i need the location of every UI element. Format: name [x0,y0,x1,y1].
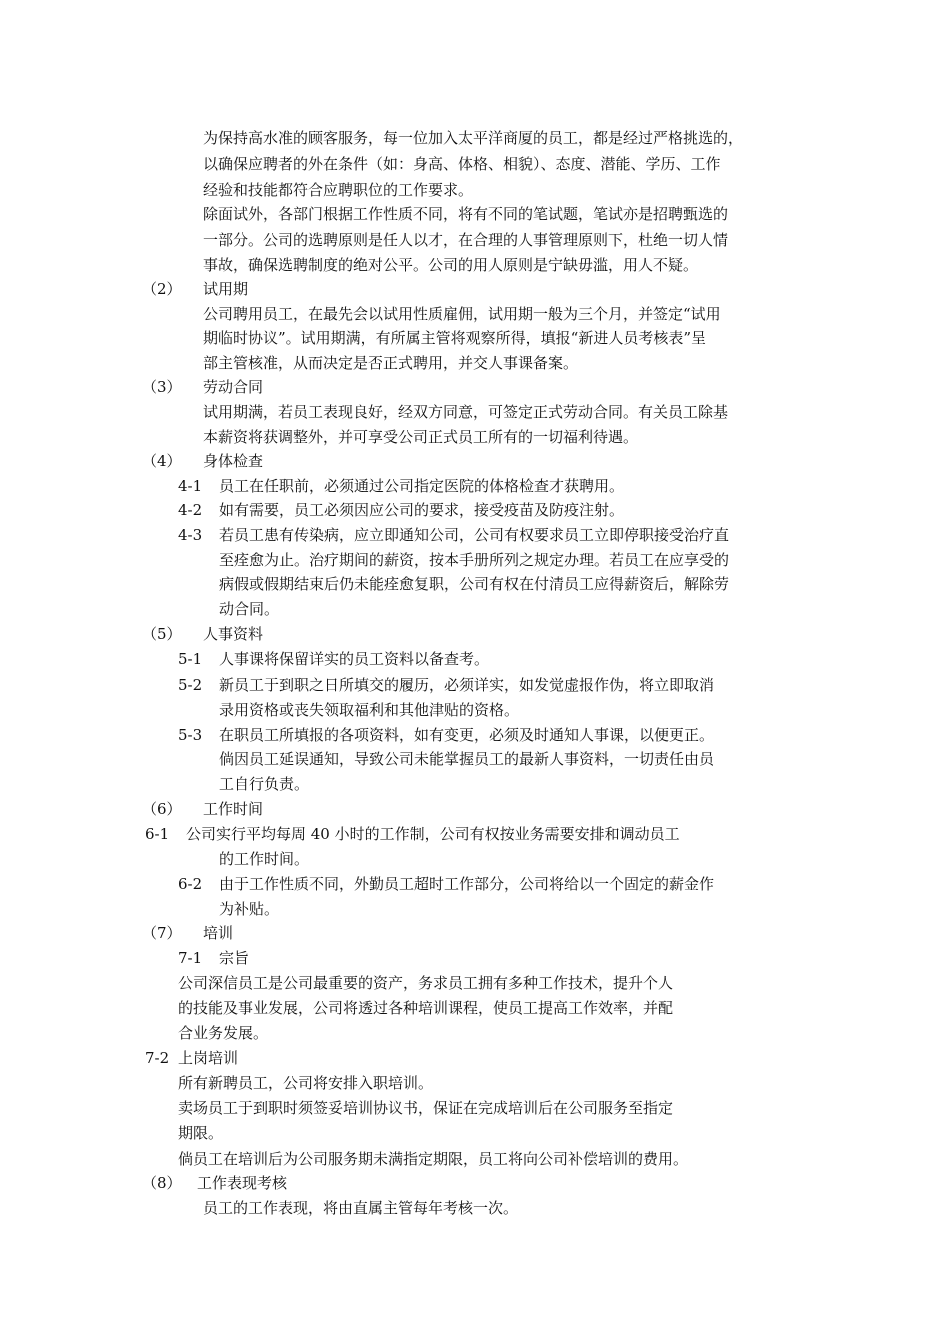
intro-line-2: 以确保应聘者的外在条件（如：身高、体格、相貌）、态度、潜能、学历、工作 [203,155,721,173]
item-6-2-number: 6-2 [178,875,203,893]
item-6-2-line-1: 由于工作性质不同，外勤员工超时工作部分，公司将给以一个固定的薪金作 [219,875,715,893]
item-6-2-line-2: 为补贴。 [219,900,280,918]
section-4-number: （4） [142,452,182,470]
item-7-2-line-1: 所有新聘员工，公司将安排入职培训。 [178,1074,434,1092]
item-4-3-line-2: 至痊愈为止。治疗期间的薪资，按本手册所列之规定办理。若员工在应享受的 [219,551,730,569]
section-6-number: （6） [142,800,182,818]
section-2-title: 试用期 [203,280,249,298]
item-4-3-line-1: 若员工患有传染病，应立即通知公司，公司有权要求员工立即停职接受治疗直 [219,526,730,544]
section-5-number: （5） [142,625,182,643]
item-7-1-number: 7-1 [178,949,203,967]
item-5-2-number: 5-2 [178,676,203,694]
section-8-title: 工作表现考核 [197,1174,288,1192]
section-3-line-2: 本薪资将获调整外，并可享受公司正式员工所有的一切福利待遇。 [203,428,639,446]
item-4-1-number: 4-1 [178,477,203,495]
item-4-2-line-1: 如有需要，员工必须因应公司的要求，接受疫苗及防疫注射。 [219,501,625,519]
item-4-3-number: 4-3 [178,526,203,544]
item-5-3-line-1: 在职员工所填报的各项资料，如有变更，必须及时通知人事课，以便更正。 [219,726,715,744]
item-4-3-line-3: 病假或假期结束后仍未能痊愈复职，公司有权在付清员工应得薪资后，解除劳 [219,575,730,593]
section-2-line-3: 部主管核准，从而决定是否正式聘用，并交人事课备案。 [203,354,579,372]
section-3-title: 劳动合同 [203,378,264,396]
item-5-1-number: 5-1 [178,650,203,668]
section-3-number: （3） [142,378,182,396]
item-6-1-line-1: 公司实行平均每周 40 小时的工作制，公司有权按业务需要安排和调动员工 [186,825,680,843]
item-6-1-line-2: 的工作时间。 [219,850,310,868]
intro-line-4: 除面试外，各部门根据工作性质不同，将有不同的笔试题，笔试亦是招聘甄选的 [203,205,729,223]
section-3-line-1: 试用期满，若员工表现良好，经双方同意，可签定正式劳动合同。有关员工除基 [203,403,729,421]
section-5-title: 人事资料 [203,625,264,643]
section-8-number: （8） [142,1174,182,1192]
item-5-2-line-1: 新员工于到职之日所填交的履历，必须详实，如发觉虚报作伪，将立即取消 [219,676,715,694]
item-7-2-title: 上岗培训 [178,1049,239,1067]
item-5-3-number: 5-3 [178,726,203,744]
item-7-1-title: 宗旨 [219,949,250,967]
section-7-title: 培训 [203,924,234,942]
item-7-1-line-3: 合业务发展。 [178,1024,269,1042]
intro-line-1: 为保持高水准的顾客服务，每一位加入太平洋商厦的员工，都是经过严格挑选的， [203,129,744,147]
section-4-title: 身体检查 [203,452,264,470]
section-2-line-2: 期临时协议”。试用期满，有所属主管将观察所得，填报“新进人员考核表”呈 [203,329,707,347]
item-7-2-line-3: 期限。 [178,1124,224,1142]
item-7-2-line-2: 卖场员工于到职时须签妥培训协议书，保证在完成培训后在公司服务至指定 [178,1099,674,1117]
section-2-number: （2） [142,280,182,298]
section-2-line-1: 公司聘用员工，在最先会以试用性质雇佣，试用期一般为三个月，并签定“试用 [203,305,721,323]
intro-line-3: 经验和技能都符合应聘职位的工作要求。 [203,181,474,199]
section-6-title: 工作时间 [203,800,264,818]
item-4-3-line-4: 动合同。 [219,600,280,618]
item-4-1-line-1: 员工在任职前，必须通过公司指定医院的体格检查才获聘用。 [219,477,625,495]
item-7-2-number: 7-2 [145,1049,170,1067]
intro-line-6: 事故，确保选聘制度的绝对公平。公司的用人原则是宁缺毋滥，用人不疑。 [203,256,699,274]
item-5-3-line-3: 工自行负责。 [219,775,310,793]
section-8-line-1: 员工的工作表现，将由直属主管每年考核一次。 [203,1199,519,1217]
section-7-number: （7） [142,924,182,942]
item-4-2-number: 4-2 [178,501,203,519]
item-7-1-line-2: 的技能及事业发展，公司将透过各种培训课程，使员工提高工作效率，并配 [178,999,674,1017]
item-5-2-line-2: 录用资格或丧失领取福利和其他津贴的资格。 [219,701,520,719]
intro-line-5: 一部分。公司的选聘原则是任人以才，在合理的人事管理原则下，杜绝一切人情 [203,231,729,249]
item-5-1-line-1: 人事课将保留详实的员工资料以备查考。 [219,650,490,668]
item-5-3-line-2: 倘因员工延误通知，导致公司未能掌握员工的最新人事资料，一切责任由员 [219,750,715,768]
item-6-1-number: 6-1 [145,825,170,843]
item-7-2-line-4: 倘员工在培训后为公司服务期未满指定期限，员工将向公司补偿培训的费用。 [178,1150,689,1168]
item-7-1-line-1: 公司深信员工是公司最重要的资产，务求员工拥有多种工作技术，提升个人 [178,974,674,992]
